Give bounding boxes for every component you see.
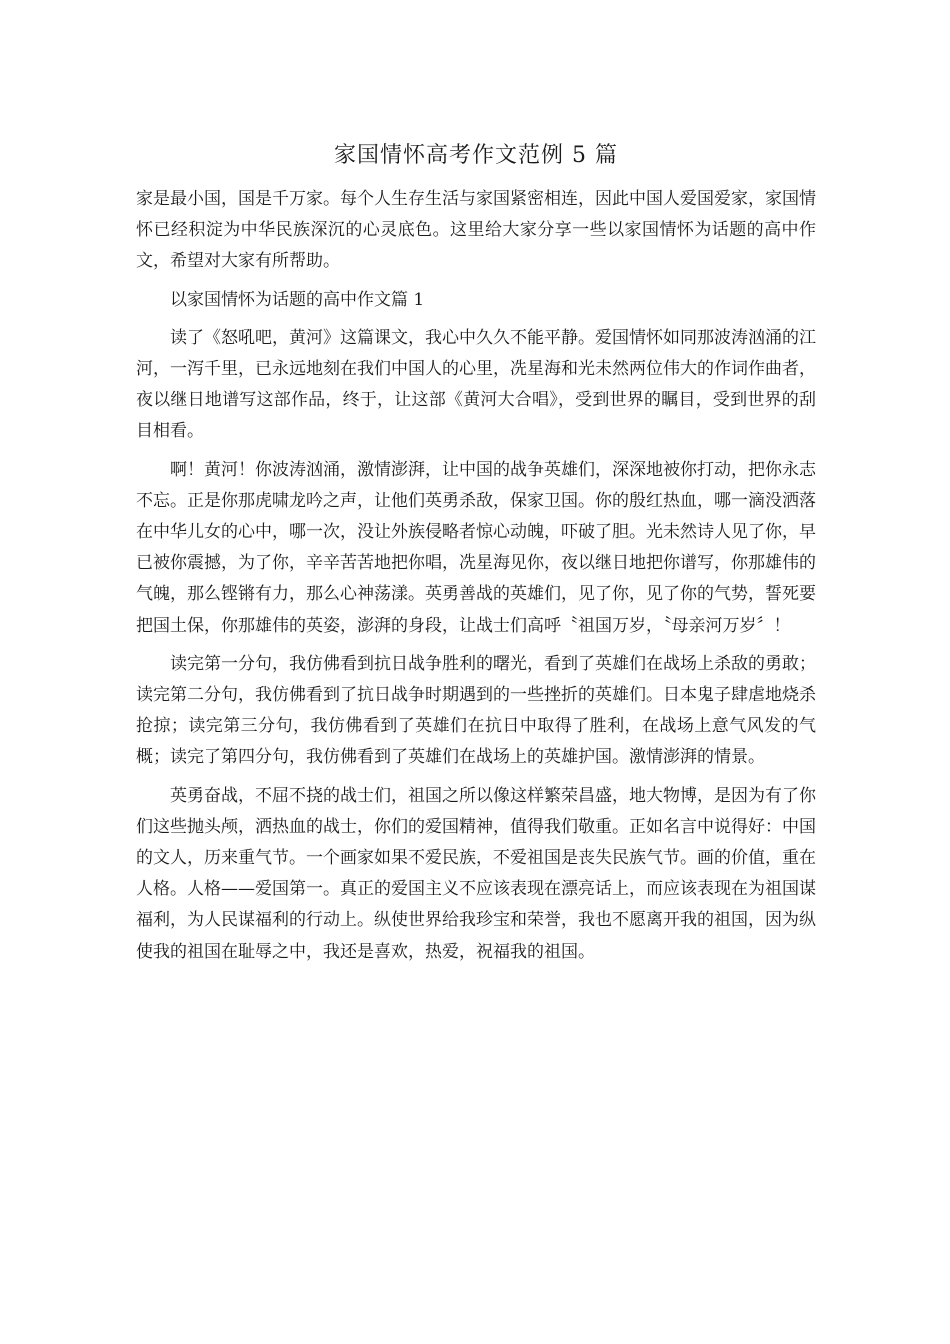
body-paragraph-2: 啊！黄河！你波涛汹涌，激情澎湃，让中国的战争英雄们，深深地被你打动，把你永志不忘。正是你那虎啸龙吟之声，让他们英勇杀敌，保家卫国。你的殷红热血，哪一滴没洒落在中华儿女的心中，哪一次，没让外族侵略者惊心动魄，吓破了胆。光未然诗人见了你，早已被你震撼，为了你，辛辛苦苦地把你唱，冼星海见你，夜以继日地把你谱写，你那雄伟的气魄，那么铿锵有力，那么心神荡漾。英勇善战的英雄们，见了你，见了你的气势，誓死要把国土保，你那雄伟的英姿，澎湃的身段，让战士们高呼〝祖国万岁，〝母亲河万岁〞！: [136, 459, 816, 636]
section-heading: 以家国情怀为话题的高中作文篇 1: [170, 289, 425, 310]
intro-paragraph: 家是最小国，国是千万家。每个人生存生活与家国紧密相连，因此中国人爱国爱家，家国情怀已经积淀为中华民族深沉的心灵底色。这里给大家分享一些以家国情怀为话题的高中作文，希望对大家有所帮助。: [136, 189, 816, 272]
body-paragraph-3: 读完第一分句，我仿佛看到抗日战争胜利的曙光，看到了英雄们在战场上杀敌的勇敢；读完第二分句，我仿佛看到了抗日战争时期遇到的一些挫折的英雄们。日本鬼子肆虐地烧杀抢掠；读完第三分句，我仿佛看到了英雄们在抗日中取得了胜利，在战场上意气风发的气概；读完了第四分句，我仿佛看到了英雄们在战场上的英雄护国。激情澎湃的情景。: [136, 653, 816, 768]
document-page: [136, 138, 816, 975]
body-paragraph-4: 英勇奋战，不屈不挠的战士们，祖国之所以像这样繁荣昌盛，地大物博，是因为有了你们这些抛头颅，洒热血的战士，你们的爱国精神，值得我们敬重。正如名言中说得好：中国的文人，历来重气节。一个画家如果不爱民族，不爱祖国是丧失民族气节。画的价值，重在人格。人格——爱国第一。真正的爱国主义不应该表现在漂亮话上，而应该表现在为祖国谋福利，为人民谋福利的行动上。纵使世界给我珍宝和荣誉，我也不愿离开我的祖国，因为纵使我的祖国在耻辱之中，我还是喜欢，热爱，祝福我的祖国。: [136, 785, 816, 962]
body-paragraph-1: 读了《怒吼吧，黄河》这篇课文，我心中久久不能平静。爱国情怀如同那波涛汹涌的江河，一泻千里，已永远地刻在我们中国人的心里，冼星海和光未然两位伟大的作词作曲者，夜以继日地谱写这部作品，终于，让这部《黄河大合唱》，受到世界的瞩目，受到世界的刮目相看。: [136, 327, 816, 442]
document-title: 家国情怀高考作文范例 5 篇: [334, 143, 618, 168]
